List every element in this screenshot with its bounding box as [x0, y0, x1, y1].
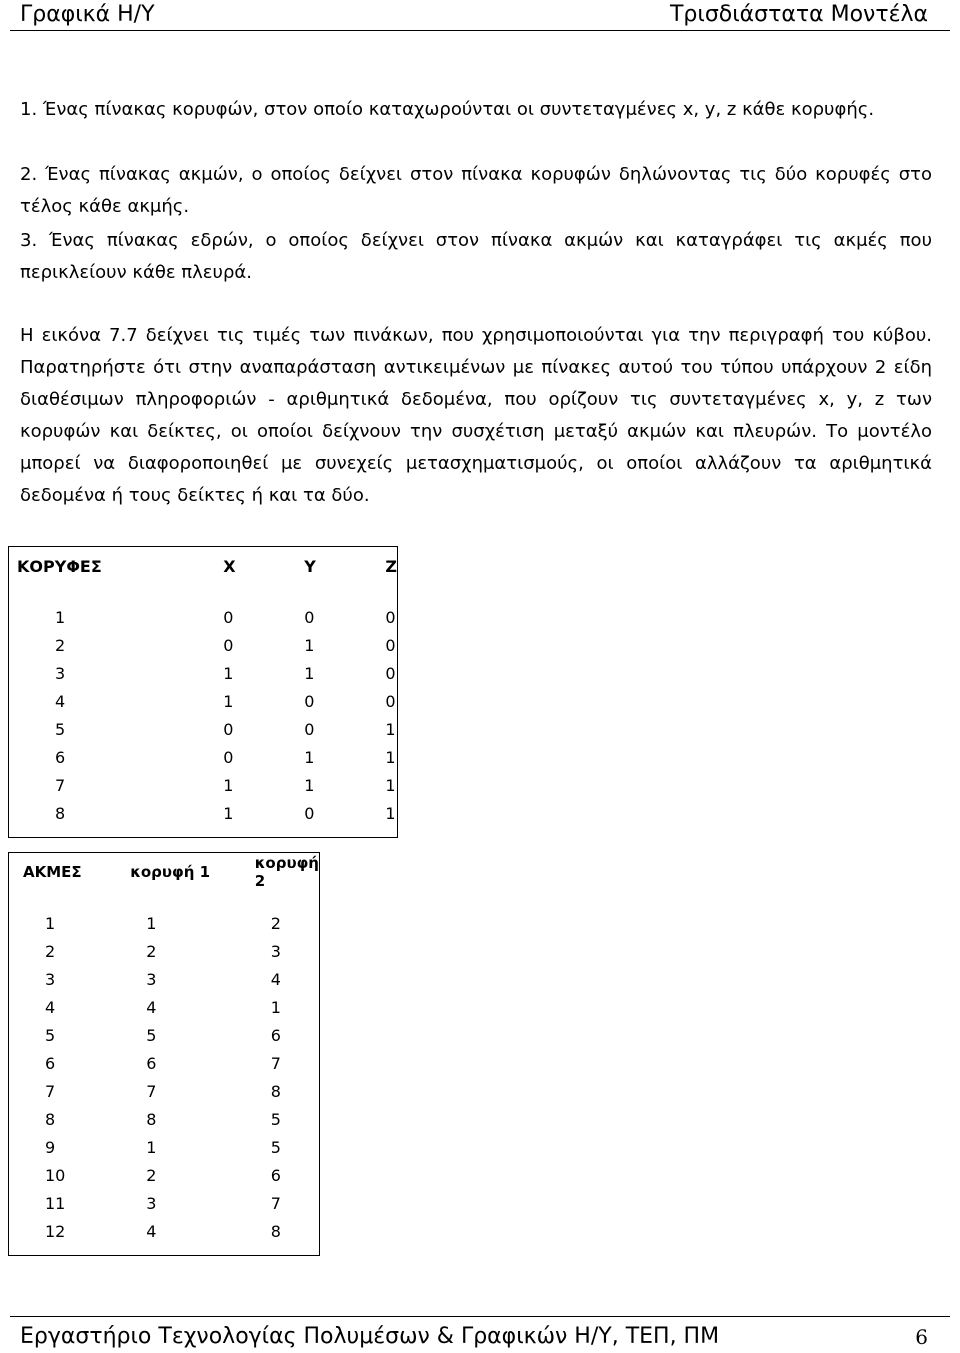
table-cell: 6	[270, 1165, 281, 1185]
table-cell: 6	[146, 1053, 157, 1073]
table-row	[9, 715, 398, 743]
table-row	[9, 1021, 320, 1049]
table-row	[9, 743, 398, 771]
page-header	[10, 0, 950, 31]
table-cell: 1	[385, 803, 396, 823]
table-cell: 1	[45, 913, 56, 933]
table-cell: 12	[45, 1221, 66, 1241]
table-cell: 1	[270, 997, 281, 1017]
table-cell: 0	[304, 691, 315, 711]
table-row	[9, 799, 398, 827]
table-cell: 8	[45, 1109, 56, 1129]
table-cell: 1	[385, 747, 396, 767]
list-item-2: 2. Ένας πίνακας ακμών, ο οποίος δείχνει στον πίνακα κορυφών δηλώνοντας τις δύο κορυφές στο τέλος κάθε ακμής.	[20, 164, 932, 217]
header-course-title: Γραφικά Η/Υ	[20, 2, 155, 27]
table-cell: 8	[55, 803, 66, 823]
table-cell: 0	[385, 607, 396, 627]
table-cell: 0	[223, 635, 234, 655]
table-cell: 8	[270, 1221, 281, 1241]
table-cell: 2	[45, 941, 56, 961]
table-cell: 8	[270, 1081, 281, 1101]
header-chapter-title: Τρισδιάστατα Μοντέλα	[669, 2, 928, 27]
table-cell: 1	[55, 607, 66, 627]
table-cell: 7	[55, 775, 66, 795]
table-cell: 2	[146, 1165, 157, 1185]
table-cell: 1	[304, 663, 315, 683]
table-row	[9, 1133, 320, 1161]
table-row	[9, 771, 398, 799]
table-cell: 4	[55, 691, 66, 711]
table-cell: 0	[223, 607, 234, 627]
column-header: κορυφή 1	[130, 863, 211, 881]
table-cell: 8	[146, 1109, 157, 1129]
table-row	[9, 965, 320, 993]
table-cell: 1	[146, 913, 157, 933]
footer-lab-name: Εργαστήριο Τεχνολογίας Πολυμέσων & Γραφικών Η/Υ, ΤΕΠ, ΠΜ	[20, 1324, 720, 1349]
edges-table	[8, 852, 320, 1256]
list-item-1: 1. Ένας πίνακας κορυφών, στον οποίο καταχωρούνται οι συντεταγμένες x, y, z κάθε κορυφής.	[20, 99, 875, 120]
table-row	[9, 1217, 320, 1245]
table-header-row	[9, 547, 398, 586]
table-cell: 0	[304, 803, 315, 823]
table-cell: 5	[45, 1025, 56, 1045]
column-header: ΚΟΡΥΦΕΣ	[17, 556, 102, 576]
page-footer	[10, 1316, 950, 1352]
table-cell: 6	[55, 747, 66, 767]
column-header: Y	[304, 556, 316, 576]
table-row	[9, 603, 398, 631]
table-row	[9, 1189, 320, 1217]
table-cell: 1	[223, 775, 234, 795]
table-cell: 0	[304, 719, 315, 739]
table-cell: 3	[146, 969, 157, 989]
table-cell: 0	[223, 719, 234, 739]
list-item-3: 3. Ένας πίνακας εδρών, ο οποίος δείχνει στον πίνακα ακμών και καταγράφει τις ακμές που περικλείουν κάθε πλευρά.	[20, 230, 932, 283]
table-cell: 0	[223, 747, 234, 767]
table-cell: 1	[385, 719, 396, 739]
table-cell: 1	[223, 803, 234, 823]
table-cell: 7	[45, 1081, 56, 1101]
table-row	[9, 937, 320, 965]
table-cell: 5	[55, 719, 66, 739]
table-cell: 10	[45, 1165, 66, 1185]
table-row	[9, 909, 320, 937]
page-number: 6	[915, 1325, 928, 1349]
table-row	[9, 1049, 320, 1077]
table-cell: 4	[146, 1221, 157, 1241]
table-cell: 4	[45, 997, 56, 1017]
table-cell: 4	[146, 997, 157, 1017]
column-header: κορυφή 2	[254, 854, 319, 890]
table-cell: 0	[304, 607, 315, 627]
table-cell: 1	[146, 1137, 157, 1157]
table-cell: 5	[270, 1109, 281, 1129]
table-cell: 2	[270, 913, 281, 933]
table-header-row	[9, 853, 320, 892]
table-cell: 1	[304, 775, 315, 795]
table-row	[9, 631, 398, 659]
table-cell: 1	[223, 691, 234, 711]
table-cell: 1	[304, 747, 315, 767]
table-cell: 0	[385, 663, 396, 683]
table-cell: 7	[270, 1053, 281, 1073]
table-row	[9, 1077, 320, 1105]
table-cell: 1	[385, 775, 396, 795]
table-cell: 0	[385, 635, 396, 655]
vertices-table	[8, 546, 398, 838]
table-row	[9, 659, 398, 687]
table-row	[9, 1105, 320, 1133]
table-cell: 4	[270, 969, 281, 989]
table-cell: 3	[55, 663, 66, 683]
table-cell: 0	[385, 691, 396, 711]
table-row	[9, 687, 398, 715]
body-paragraph: Η εικόνα 7.7 δείχνει τις τιμές των πινάκων, που χρησιμοποιούνται για την περιγραφή του κύβου. Παρατηρήστε ότι στην αναπαράσταση αντικειμένων με πίνακες αυτού του τύπου υπάρχουν 2 είδη διαθέσιμων πληροφοριών - αριθμητικά δεδομένα, που ορίζουν τις συντεταγμένες x, y, z των κορυφών και δείκτες, οι οποίοι δείχνουν την συσχέτιση μεταξύ ακμών και πλευρών. Το μοντέλο μπορεί να διαφοροποιηθεί με συνεχείς μετασχηματισμούς, οι οποίοι αλλάζουν τα αριθμητικά δεδομένα ή τους δείκτες ή και τα δύο.	[20, 325, 932, 506]
column-header: ΑΚΜΕΣ	[23, 863, 82, 881]
column-header: X	[223, 556, 236, 576]
table-cell: 6	[45, 1053, 56, 1073]
table-cell: 7	[270, 1193, 281, 1213]
table-cell: 2	[55, 635, 66, 655]
column-header: Z	[385, 556, 397, 576]
table-cell: 3	[270, 941, 281, 961]
table-cell: 11	[45, 1193, 66, 1213]
table-cell: 7	[146, 1081, 157, 1101]
table-cell: 6	[270, 1025, 281, 1045]
table-cell: 9	[45, 1137, 56, 1157]
table-cell: 1	[223, 663, 234, 683]
table-cell: 3	[45, 969, 56, 989]
table-row	[9, 1161, 320, 1189]
table-cell: 1	[304, 635, 315, 655]
table-cell: 3	[146, 1193, 157, 1213]
table-cell: 2	[146, 941, 157, 961]
table-cell: 5	[146, 1025, 157, 1045]
table-row	[9, 993, 320, 1021]
table-cell: 5	[270, 1137, 281, 1157]
